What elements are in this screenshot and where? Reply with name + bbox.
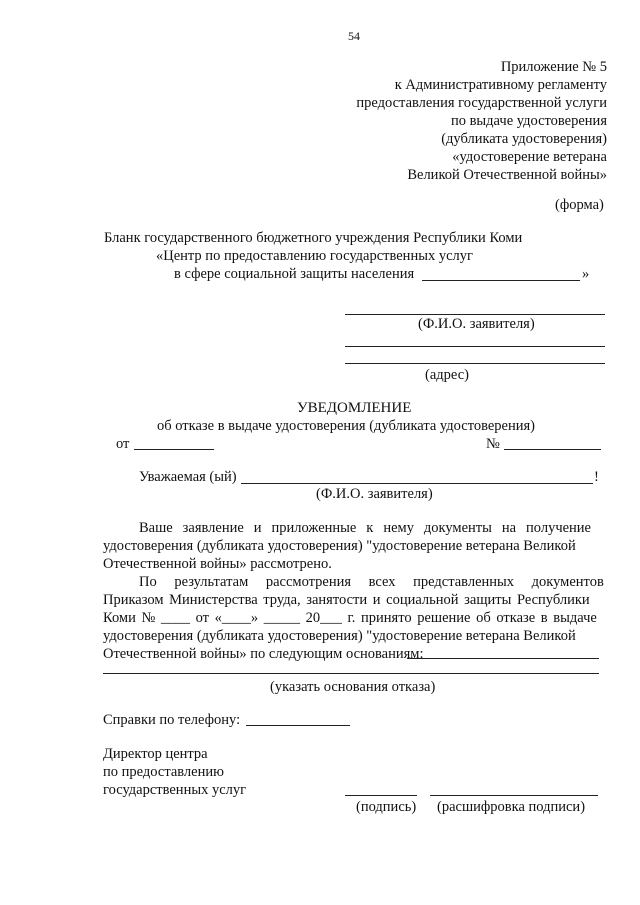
signature-decode-field[interactable] xyxy=(430,795,598,796)
signature-decode-label: (расшифровка подписи) xyxy=(437,799,586,815)
body-p1-line1: Ваше заявление и приложенные к нему документы на получение xyxy=(139,520,591,536)
body-p1-line3: Отечественной войны» рассмотрено. xyxy=(103,556,332,572)
body-p2-line4: удостоверения (дубликата удостоверения) "удостоверение ветерана Великой xyxy=(103,628,576,644)
address-field-2[interactable] xyxy=(345,363,605,364)
number-label: № xyxy=(486,436,500,452)
form-label: (форма) xyxy=(555,197,604,213)
number-field[interactable] xyxy=(504,449,601,450)
salutation-fio-label: (Ф.И.О. заявителя) xyxy=(316,486,433,502)
body-p2-line3: Коми № ____ от «____» _____ 20___ г. принято решение об отказе в выдаче xyxy=(103,610,597,626)
salutation-fio-field[interactable] xyxy=(241,483,593,484)
notice-subtitle: об отказе в выдаче удостоверения (дубликата удостоверения) xyxy=(157,418,535,434)
date-field[interactable] xyxy=(134,449,214,450)
salutation-text: Уважаемая (ый) xyxy=(139,469,237,485)
appendix-line: по выдаче удостоверения xyxy=(450,113,607,129)
body-p2-line1: По результатам рассмотрения всех представленных документов xyxy=(139,574,604,590)
signature-field[interactable] xyxy=(345,795,417,796)
body-p2-line5: Отечественной войны» по следующим основаниям: xyxy=(103,646,424,662)
signature-label: (подпись) xyxy=(356,799,417,815)
appendix-line: (дубликата удостоверения) xyxy=(441,131,607,147)
signature-line-2: по предоставлению xyxy=(103,764,224,780)
appendix-line: предоставления государственной услуги xyxy=(356,95,607,111)
notice-title: УВЕДОМЛЕНИЕ xyxy=(297,400,412,416)
from-label: от xyxy=(116,436,130,452)
blank-line-3-underline[interactable] xyxy=(422,280,580,281)
body-p1-line2: удостоверения (дубликата удостоверения) "удостоверение ветерана Великой xyxy=(103,538,576,554)
body-p2-line2: Приказом Министерства труда, занятости и социальной защиты Республики xyxy=(103,592,590,608)
address-label: (адрес) xyxy=(425,367,469,383)
reason-field-1[interactable] xyxy=(407,658,599,659)
page-number: 54 xyxy=(348,29,360,43)
reason-label: (указать основания отказа) xyxy=(270,679,436,695)
blank-line-3: в сфере социальной защиты населения xyxy=(174,266,415,282)
phone-field[interactable] xyxy=(246,725,350,726)
blank-line-2: «Центр по предоставлению государственных услуг xyxy=(156,248,473,264)
signature-line-3: государственных услуг xyxy=(103,782,247,798)
signature-line-1: Директор центра xyxy=(103,746,208,762)
applicant-fio-label: (Ф.И.О. заявителя) xyxy=(418,316,535,332)
blank-line-1: Бланк государственного бюджетного учреждения Республики Коми xyxy=(104,230,523,246)
address-field-1[interactable] xyxy=(345,346,605,347)
appendix-line: «удостоверение ветерана xyxy=(452,149,607,165)
appendix-block xyxy=(247,58,607,184)
appendix-line: к Административному регламенту xyxy=(394,77,607,93)
phone-label: Справки по телефону: xyxy=(103,712,241,728)
reason-field-2[interactable] xyxy=(103,673,599,674)
appendix-line: Приложение № 5 xyxy=(500,59,607,75)
appendix-line: Великой Отечественной войны» xyxy=(407,167,607,183)
salutation-end: ! xyxy=(594,469,599,485)
blank-line-3-end: » xyxy=(582,266,590,282)
